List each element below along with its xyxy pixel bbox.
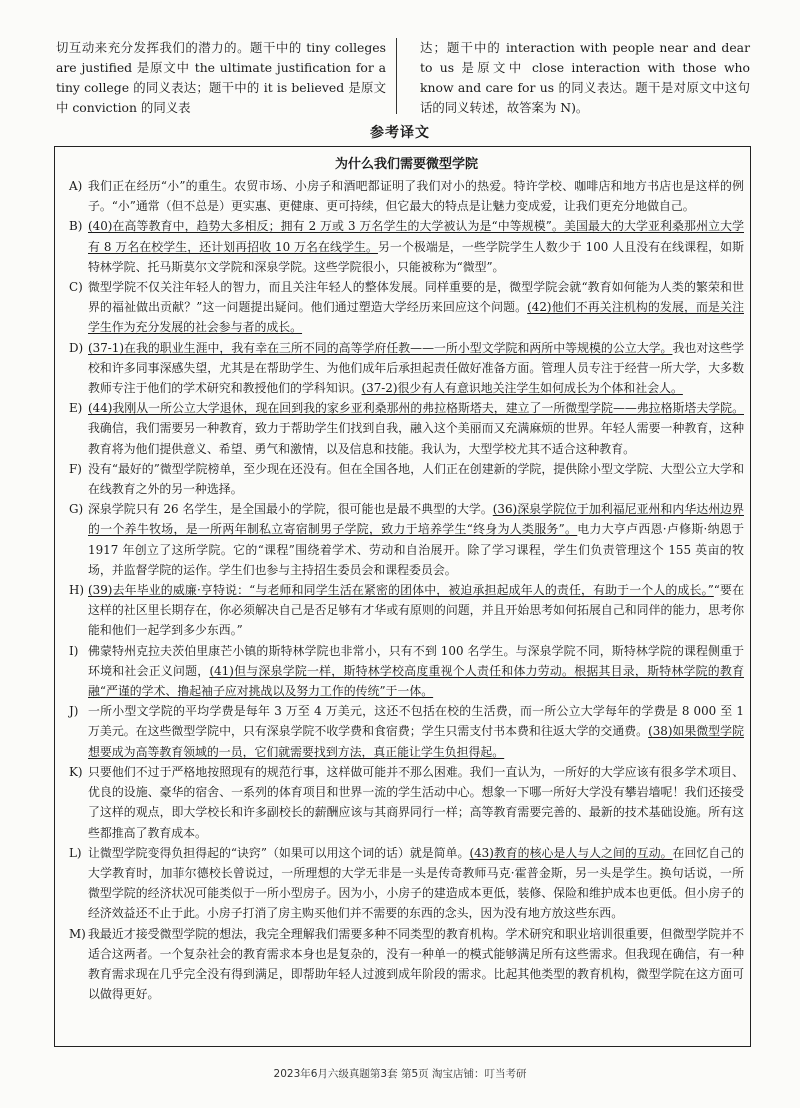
page-footer: 2023年6月六级真题第3套 第5页 淘宝店铺：叮当考研 bbox=[273, 1068, 527, 1080]
analysis-right-column: 达；题干中的 interaction with people near and dear to us 是原文中 close interaction with those who know and care for us 的同义表达。题干是对原文中这句话的同义转述，故答案为 N)。 bbox=[420, 40, 750, 115]
paragraph-text: 我们正在经历“小”的重生。农贸市场、小房子和酒吧都证明了我们对小的热爱。特许学校、咖啡店和地方书店也是这样的例子。“小”通常（但不总是）更实惠、更健康、更可持续，但它最大的特点是让魅力变成爱，让我们更充分地做自己。 bbox=[88, 179, 744, 214]
paragraph-text: 在回忆自己的大学教育时，加菲尔德校长曾说过，一所理想的大学无非是一头是传奇教师马克·霍普金斯，另一头是学生。换句话说，一所微型学院的经济状况可能类似于一所小型房子。因为小，小房子的建造成本更低，装修、保险和维护成本也更低。但小房子的经济效益还不止于此。小房子打消了房主购买他们并不需要的东西的念头，因为没有地方放这些东西。 bbox=[88, 845, 744, 921]
answer-evidence-text: (44)我刚从一所公立大学退休，现在回到我的家乡亚利桑那州的弗拉格斯塔夫，建立了一所微型学院——弗拉格斯塔夫学院。 bbox=[88, 401, 744, 416]
answer-evidence-text: (42)他们不再关注机构的发展，而是关注学生作为充分发展的社会参与者的成长。 bbox=[88, 300, 744, 335]
translation-paragraph bbox=[69, 499, 744, 580]
analysis-left-column: 切互动来充分发挥我们的潜力的。题干中的 tiny colleges are justified 是原文中 the ultimate justification for a tiny college 的同义表达；题干中的 it is believed 是原文中 conviction 的同义表 bbox=[56, 40, 386, 115]
translation-paragraph bbox=[69, 843, 744, 924]
answer-evidence-text: (43)教育的核心是人与人之间的互动。 bbox=[469, 845, 673, 860]
paragraph-text: 另一个极端是，一些学院学生人数少于 100 人且没有在线课程，如斯特林学院、托马斯莫尔文学院和深泉学院。这些学院很小，只能被称为“微型”。 bbox=[88, 239, 744, 274]
paragraph-text: 只要他们不过于严格地按照现有的规范行事，这样做可能并不那么困难。我们一直认为，一所好的大学应该有很多学术项目、优良的设施、豪华的宿舍、一系列的体育项目和世界一流的学生活动中心。想象一下哪一所好大学没有攀岩墙呢！我们还接受了这样的观点，即大学校长和许多副校长的薪酬应该与其商界同行一样；高等教育需要完善的、最新的技术基础设施。所有这些都推高了教育成本。 bbox=[88, 764, 744, 840]
paragraph-label: B) bbox=[69, 219, 83, 234]
paragraph-text: “要在这样的社区里长期存在，你必须解决自己是否足够有才华或有原则的问题，并且开始思考如何拓展自己和同伴的能力，思考你能和他们一起学到多少东西。” bbox=[88, 583, 744, 638]
translation-paragraph bbox=[69, 924, 744, 1005]
answer-evidence-text: (38)如果微型学院想要成为高等教育领域的一员，它们就需要找到方法，真正能让学生负担得起。 bbox=[88, 724, 744, 759]
answer-evidence-text: (41)但与深泉学院一样，斯特林学校高度重视个人责任和体力劳动。根据其目录，斯特林学院的教育融“严谨的学术、撸起袖子应对挑战以及努力工作的传统”于一体。 bbox=[88, 663, 744, 699]
paragraph-label: K) bbox=[69, 764, 83, 779]
answer-evidence-text: (36)深泉学院位于加利福尼亚州和内华达州边界的一个养牛牧场，是一所两年制私立寄宿制男子学院，致力于培养学生“终身为人类服务”。 bbox=[88, 502, 744, 537]
answer-evidence-text: (37-1)在我的职业生涯中，我有幸在三所不同的高等学府任教——一所小型文学院和两所中等规模的公立大学。 bbox=[88, 340, 673, 355]
translation-paragraph bbox=[69, 701, 744, 762]
paragraph-text: 微型学院不仅关注年轻人的智力，而且关注年轻人的整体发展。同样重要的是，微型学院会就“教育如何能为人类的繁荣和世界的福祉做出贡献？”这一问题提出疑问。他们通过塑造大学经历来回应这个问题。 bbox=[88, 280, 744, 315]
translation-paragraph bbox=[69, 641, 744, 702]
paragraph-label: F) bbox=[69, 461, 82, 476]
paragraph-label: A) bbox=[69, 179, 83, 193]
paragraph-label: I) bbox=[69, 643, 79, 658]
translation-paragraph bbox=[69, 216, 744, 277]
analysis-columns bbox=[56, 38, 750, 118]
paragraph-text: 我确信，我们需要另一种教育，致力于帮助学生们找到自我，融入这个美丽而又充满麻烦的世界。年轻人需要一种教育，这种教育将为他们提供意义、希望、勇气和激情，以及信息和技能。我认为，大型学校尤其不适合这种教育。 bbox=[88, 421, 744, 456]
translation-paragraph bbox=[69, 580, 744, 641]
column-divider bbox=[396, 38, 397, 114]
paragraph-label: C) bbox=[69, 280, 83, 295]
answer-evidence-text: (40)在高等教育中，趋势大多相反；拥有 2 万或 3 万名学生的大学被认为是“中等规模”。美国最大的大学亚利桑那州立大学有 8 万名在校学生，还计划再招收 10 万名在线学生。 bbox=[88, 219, 744, 254]
paragraph-text: 我也对这些学校和许多同事深感失望，尤其是在帮助学生、为他们成年后承担起责任做好准备方面。管理人员专注于经营一所大学，大多数教师专注于他们的学术研究和教授他们的学科知识。 bbox=[88, 340, 744, 396]
translation-paragraph bbox=[69, 277, 744, 338]
paragraph-label: G) bbox=[69, 502, 84, 517]
translation-paragraph bbox=[69, 176, 744, 216]
paragraph-text: 让微型学院变得负担得起的“诀窍”（如果可以用这个词的话）就是简单。 bbox=[88, 845, 470, 860]
answer-evidence-text: (39)去年毕业的威廉·亨特说：“与老师和同学生活在紧密的团体中，被迫承担起成年人的责任，有助于一个人的成长。” bbox=[88, 583, 714, 598]
translation-paragraph bbox=[69, 762, 744, 843]
paragraph-label: H) bbox=[69, 583, 85, 598]
paragraph-label: D) bbox=[69, 340, 84, 355]
paragraph-text: 没有“最好的”微型学院榜单，至少现在还没有。但在全国各地，人们正在创建新的学院，提供除小型文学院、大型公立大学和在线教育之外的另一种选择。 bbox=[88, 461, 744, 497]
paragraph-label: E) bbox=[69, 401, 83, 416]
paragraph-text: 佛蒙特州克拉夫茨伯里康芒小镇的斯特林学院也非常小，只有不到 100 名学生。与深泉学院不同，斯特林学院的课程侧重于环境和社会正义问题， bbox=[88, 643, 744, 678]
paragraph-text: 深泉学院只有 26 名学生，是全国最小的学院，很可能也是最不典型的大学。 bbox=[88, 502, 493, 517]
section-heading: 参考译文 bbox=[370, 125, 430, 141]
paragraph-text: 我最近才接受微型学院的想法，我完全理解我们需要多种不同类型的教育机构。学术研究和职业培训很重要，但微型学院并不适合这两者。一个复杂社会的教育需求本身也是复杂的，没有一种单一的模式能够满足所有这些需求。但我现在确信，有一种教育需求现在几乎完全没有得到满足，即帮助年轻人过渡到成年阶段的需求。比起其他类型的教育机构，微型学院在这方面可以做得更好。 bbox=[88, 926, 744, 1002]
translation-paragraphs bbox=[69, 176, 744, 1004]
translation-box bbox=[54, 146, 751, 1047]
paragraph-label: L) bbox=[69, 845, 82, 860]
paragraph-text: 一所小型文学院的平均学费是每年 3 万至 4 万美元，这还不包括在校的生活费，而一所公立大学每年的学费是 8 000 至 1 万美元。在这些微型学院中，只有深泉学院不收学费和食宿费；学生只需支付书本费和往返大学的交通费。 bbox=[88, 704, 744, 739]
answer-evidence-text: (37-2)很少有人有意识地关注学生如何成长为个体和社会人。 bbox=[361, 381, 683, 396]
translation-paragraph bbox=[69, 398, 744, 459]
translation-paragraph bbox=[69, 338, 744, 399]
translation-paragraph bbox=[69, 459, 744, 499]
paragraph-label: M) bbox=[69, 926, 86, 941]
paragraph-text: 电力大亨卢西恩·卢修斯·纳恩于 1917 年创立了这所学院。它的“课程”围绕着学术、劳动和自治展开。除了学习课程，学生们负责管理这个 155 英亩的牧场，并监督学院的运作。学生们也参与主持招生委员会和课程委员会。 bbox=[88, 522, 744, 577]
paragraph-label: J) bbox=[69, 704, 79, 719]
article-title: 为什么我们需要微型学院 bbox=[334, 157, 478, 172]
